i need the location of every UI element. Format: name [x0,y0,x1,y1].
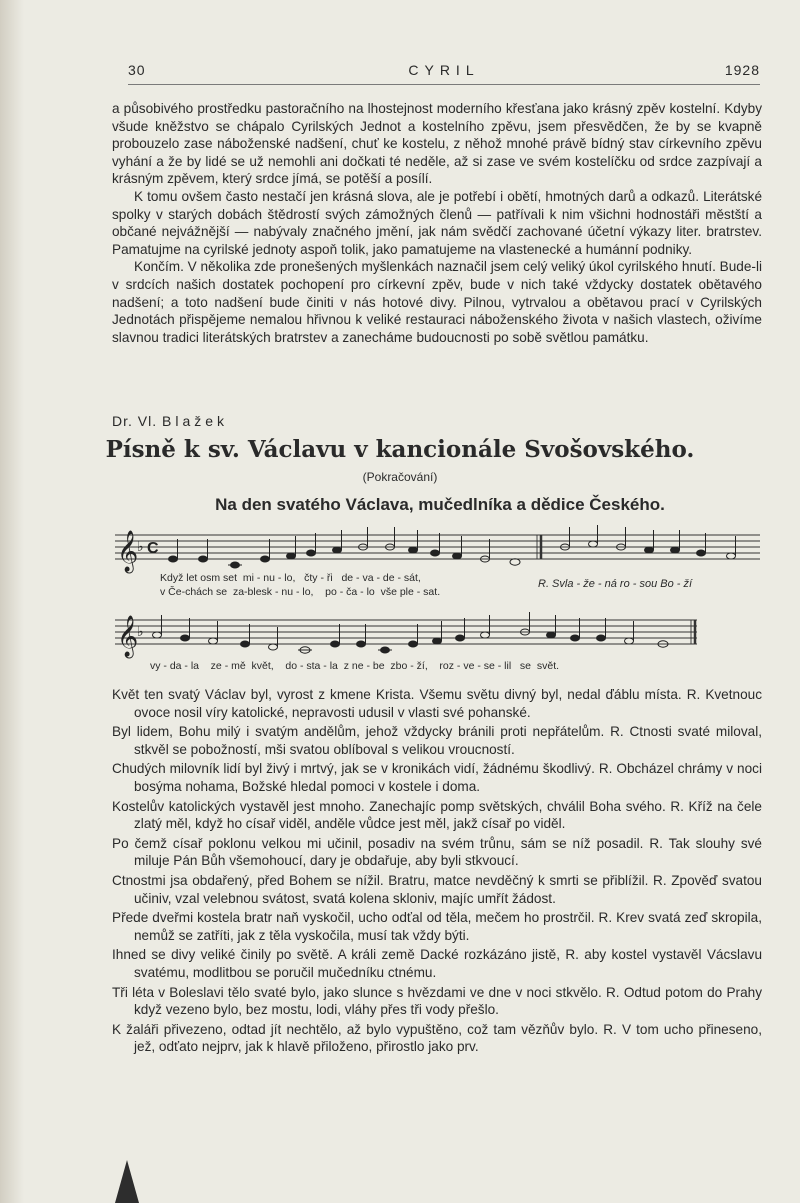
article-title: Písně k sv. Václavu v kancionále Svošovského. [105,436,695,463]
verse: Květ ten svatý Václav byl, vyrost z kmene Krista. Všemu světu divný byl, nedal ďáblu místa. R. Kvetnouc ovoce nosil víry katolické, nepravosti udusil v vlasti své pohanské. [112,687,762,720]
svg-text:♭: ♭ [137,538,144,554]
verse: Přede dveřmi kostela bratr naň vyskočil, ucho odťal od těla, mečem ho prostrčil. R. Krev svatá zeď skropila, nemůž se zatříti, jak z těla vyskočila, musí tak vždy býti. [112,910,762,943]
lyrics-line-2: vy - da - la ze - mě květ, do - sta - la z ne - be zbo - ží, roz - ve - se - lil se svět. [150,660,560,672]
music-staff-2 [115,610,765,660]
paragraph: a působivého prostředku pastoračního na lhostejnost moderního křesťana jako krásný zpěv kostelní. Kdyby všude kněžstvo se chápalo Cyrilských Jednot a kostelního zpěvu, jsem přesvědčen, že by se kvapně probouzelo zase náboženské nadšení, chuť ke kostelu, z něhož mnohé právě bídný stav církevního zpěvu vyhání a že by lidé se už nemohli ani dočkati té neděle, až si zase ve svém kostelíčku od srdce zazpívají a krásným zpěvem, který srdce jímá, se potěší a posílí. [112,101,762,187]
verse: Po čemž císař poklonu velkou mi učinil, posadiv na svém trůnu, sám se níž posadil. R. Tak slouhy své miluje Pán Bůh všemohoucí, dary je obdařuje, aby byli stkvoucí. [112,835,762,869]
page-edge [0,0,24,1203]
running-header [128,62,760,85]
verse: Ihned se divy veliké činily po světě. A králi země Dacké rozkázáno jistě, R. aby kostel vystavěl Vácslavu svatému, modlitbou se poručil mučedníku ctnému. [112,947,762,980]
music-staff-1 [115,525,765,575]
scan-shadow [115,1160,139,1203]
verse: Kostelův katolických vystavěl jest mnoho. Zanechajíc pomp světských, chválil Boha svého. R. Kříž na čele zlatý měl, když ho císař viděl, anděle vůdce jest měl, jakž císař po viděl. [112,798,762,832]
verses [112,686,762,1058]
author-prefix: Dr. Vl. [112,413,158,429]
lyrics-line-1a: Když let osm set mi - nu - lo, čty - ři de - va - de - sát, [160,572,421,584]
verse: Chudých milovník lidí byl živý i mrtvý, jak se v kronikách vidí, žádnému škodlivý. R. Obcházel chrámy v noci bosýma nohama, Božské hledal pomoci v kostele i doma. [112,761,762,794]
svg-text:𝄞: 𝄞 [117,531,139,572]
paragraph: Končím. V několika zde pronešených myšlenkách naznačil jsem celý veliký úkol cyrilského hnutí. Bude-li v srdcích našich dostatek pochopení pro církevní zpěv, bude v nich také vždycky dostatek obětavého nadšení; a toto nadšení bude činiti v nás hotové divy. Pilnou, vytrvalou a obětavou prací v Cyrilských Jednotách přispějeme nemalou hřivnou k veliké restauraci náboženského života v našich vlastech, oživíme slavnou tradici literátských bratrstev a zanecháme budoucnosti po sobě světlou památku. [112,259,762,345]
page-number: 30 [128,62,146,78]
svg-text:♭: ♭ [137,623,144,639]
article-subtitle: (Pokračování) [362,470,438,484]
verse: Tři léta v Boleslavi tělo svaté bylo, jako slunce s hvězdami ve dne v noci stkvělo. R. Odtud potom do Prahy když vezeno bylo, bez mostu, lodi, vláhy přes tři vody přešlo. [112,984,762,1018]
svg-text:𝄞: 𝄞 [117,616,139,657]
journal-title: CYRIL [408,62,480,78]
verse: Ctnostmi jsa obdařený, před Bohem se nížil. Bratru, matce nevděčný k smrti se přiblížil. R. Zpověď svatou učiniv, vzal velebnou svátost, svatá kolena skloniv, majíc umřít žádost. [112,872,762,906]
author-name: Blažek [162,413,229,429]
svg-text:C: C [147,540,159,557]
song-heading: Na den svatého Václava, mučedlníka a dědice Českého. [215,495,665,514]
verse: Byl lidem, Bohu milý i svatým andělům, jehož vždycky bránili proti nepřátelům. R. Ctnosti svaté miloval, stkvěl se pobožností, mši svatou oblíboval s velikou vroucností. [112,724,762,757]
paragraph: K tomu ovšem často nestačí jen krásná slova, ale je potřebí i obětí, hmotných darů a odkazů. Literátské spolky v starých dobách štědrostí svých zámožných členů — patřívali k nim všichni hodnostáři městští a občané nejvážnější — nabývaly značného jmění, jak nám svědčí zachované účetní výkazy liter. bratrstev. Pamatujme na cyrilské jednoty aspoň tolik, jako pamatujeme na vlastenecké a humánní podniky. [112,188,762,257]
verse: K žaláři přivezeno, odtad jít nechtělo, až bylo vypuštěno, což tam vězňův bylo. R. V tom ucho přineseno, jež, odťato nejprv, jak k hlavě přiloženo, přirostlo jako prv. [112,1021,762,1055]
journal-year: 1928 [724,62,760,78]
intro-text [112,100,762,346]
author-line [112,413,228,429]
lyrics-line-1b: v Če-chách se za-blesk - nu - lo, po - ča - lo vše ple - sat. [160,586,441,598]
refrain-lyrics: R. Svla - že - ná ro - sou Bo - ží [538,578,693,590]
